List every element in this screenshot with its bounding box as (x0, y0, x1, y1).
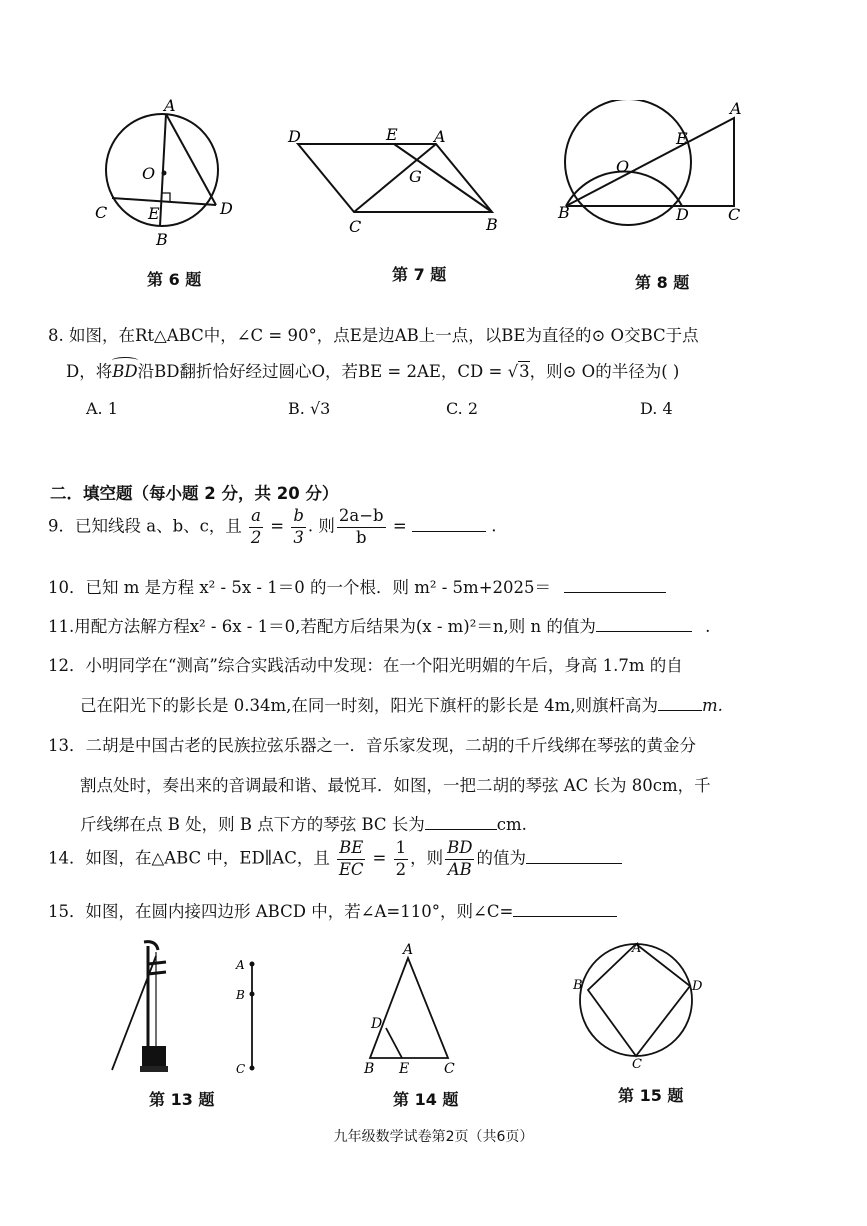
fig7-caption: 第 7 题 (392, 265, 447, 284)
fig14-label-E: E (399, 1061, 410, 1077)
fig13-point-c (250, 1066, 255, 1071)
q8-line2 (66, 358, 679, 382)
fig13-label-C: C (236, 1062, 246, 1076)
q13-line1: 13．二胡是中国古老的民族拉弦乐器之一．音乐家发现，二胡的千斤线绑在琴弦的黄金分 (48, 736, 696, 755)
q8-text1: 如图，在Rt△ABC中，∠C = 90°，点E是边AB上一点，以BE为直径的⊙ O交BC于点 (69, 326, 699, 345)
figure-14 (356, 940, 476, 1080)
fig7-label-B: B (486, 215, 498, 234)
figure-13 (100, 940, 280, 1080)
figure-15 (568, 936, 718, 1070)
fig15-label-B: B (573, 978, 583, 993)
fig7-line-ac (354, 144, 436, 212)
q8-text2c: ，则⊙ O的半径为( ) (529, 362, 680, 381)
fig13-caption: 第 13 题 (149, 1090, 215, 1109)
fig6-label-O: O (142, 164, 156, 183)
q8-option-b: B. √3 (288, 399, 331, 418)
q10-answer-blank[interactable] (564, 578, 666, 593)
fig8-label-A: A (730, 100, 742, 118)
fig8-label-O: O (616, 157, 630, 176)
fig8-label-E: E (676, 129, 688, 148)
q12-line1: 12．小明同学在“测高”综合实践活动中发现：在一个阳光明媚的午后，身高 1.7m 的自 (48, 656, 683, 675)
fig14-label-B: B (364, 1061, 375, 1077)
q8-line1 (48, 322, 699, 346)
fig8-caption: 第 8 题 (635, 273, 690, 292)
q9-frac1: $\frac{a}{2}$ (250, 506, 262, 547)
fig7-label-D: D (288, 127, 301, 146)
q12-line2: 己在阳光下的影长是 0.34m,在同一时刻，阳光下旗杆的影长是 4m,则旗杆高为 m. (80, 696, 723, 715)
q8-text2b: 沿BD翻折恰好经过圆心O，若BE = 2AE，CD = (137, 362, 508, 381)
figure-8 (552, 100, 762, 230)
q9-frac3: $\frac{2a-b}{b}$ (338, 506, 384, 547)
fig14-caption: 第 14 题 (393, 1090, 459, 1109)
q8-option-d: D. 4 (640, 399, 673, 418)
q11: 11.用配方法解方程x² - 6x - 1＝0,若配方后结果为(x - m)²＝n,则 n 的值为 . (48, 617, 711, 636)
fig8-label-D: D (676, 205, 689, 224)
fig7-label-E: E (386, 125, 398, 144)
fig8-label-B: B (558, 203, 570, 222)
fig14-label-D: D (371, 1016, 383, 1032)
fig15-label-C: C (632, 1057, 642, 1070)
q14: 14．如图，在△ABC 中，ED∥AC，且 $\frac{BE}{EC}$ = $\frac{1}{2}$ ，则 $\frac{BD}{AB}$ 的值为 (48, 840, 622, 878)
fig6-label-C: C (95, 203, 108, 222)
fig13-label-A: A (236, 958, 245, 972)
fig7-label-G: G (409, 167, 422, 186)
fig8-triangle (566, 118, 734, 206)
q9-answer-blank[interactable] (412, 517, 486, 532)
q13-answer-blank[interactable] (425, 815, 497, 830)
fig6-diameter (160, 114, 166, 226)
q8-arc-bd: BD (112, 362, 137, 381)
q14-frac3: $\frac{BD}{AB}$ (447, 838, 473, 879)
q8-option-a: A. 1 (86, 399, 118, 418)
q8-text2a: D，将 (66, 362, 113, 381)
fig6-center-dot (162, 171, 167, 176)
q8-sqrt: √3 (507, 362, 530, 381)
fig13-point-b (250, 992, 255, 997)
q8-number: 8. (48, 326, 64, 345)
fig6-chord-ad (166, 114, 216, 205)
erhu-icon (112, 942, 168, 1072)
page-footer: 九年级数学试卷第2页（共6页） (333, 1129, 534, 1145)
q12-answer-blank[interactable] (658, 696, 702, 711)
fig13-point-a (250, 962, 255, 967)
fig6-label-A: A (164, 96, 176, 115)
fig15-caption: 第 15 题 (618, 1086, 684, 1105)
fig8-label-C: C (728, 205, 741, 224)
figure-6 (90, 95, 250, 255)
q14-answer-blank[interactable] (526, 849, 622, 864)
fig15-label-D: D (692, 979, 703, 994)
fig6-label-B: B (156, 230, 168, 249)
fig6-label-D: D (220, 199, 233, 218)
figure-7 (282, 120, 512, 240)
fig14-label-C: C (444, 1061, 455, 1077)
fig7-label-C: C (349, 217, 362, 236)
fig7-label-A: A (434, 127, 446, 146)
fig13-label-B: B (236, 988, 245, 1002)
q14-frac1: $\frac{BE}{EC}$ (338, 838, 364, 879)
q10: 10．已知 m 是方程 x² - 5x - 1＝0 的一个根．则 m² - 5m+2025＝ (48, 574, 666, 598)
q8-option-c: C. 2 (446, 399, 479, 418)
fig14-triangle (370, 958, 448, 1058)
fig14-segment-ed (386, 1028, 402, 1058)
fig6-label-E: E (148, 204, 160, 223)
q13-line2: 割点处时，奏出来的音调最和谐、最悦耳．如图，一把二胡的琴弦 AC 长为 80cm，千 (80, 776, 711, 795)
q14-frac2: $\frac{1}{2}$ (395, 838, 407, 879)
fig6-chord-cd (112, 198, 216, 205)
fig15-quadrilateral (588, 944, 690, 1056)
fig15-circle (580, 944, 692, 1056)
fig14-label-A: A (403, 942, 414, 958)
q15-answer-blank[interactable] (513, 902, 617, 917)
q9-frac2: $\frac{b}{3}$ (293, 506, 304, 547)
section2-title: 二．填空题（每小题 2 分，共 20 分） (50, 484, 339, 503)
fig15-label-A: A (632, 941, 642, 956)
q13-line3: 斤线绑在点 B 处，则 B 点下方的琴弦 BC 长为 cm. (80, 815, 527, 834)
q15: 15．如图，在圆内接四边形 ABCD 中，若∠A=110°，则∠C= (48, 898, 617, 922)
fig6-right-angle (162, 193, 170, 201)
fig6-caption: 第 6 题 (147, 270, 202, 289)
q9: 9．已知线段 a、b、c，且 $\frac{a}{2}$ = $\frac{b}{3}$ . 则 $\frac{2a-b}{b}$ = . (48, 506, 497, 547)
q11-answer-blank[interactable] (596, 617, 692, 632)
